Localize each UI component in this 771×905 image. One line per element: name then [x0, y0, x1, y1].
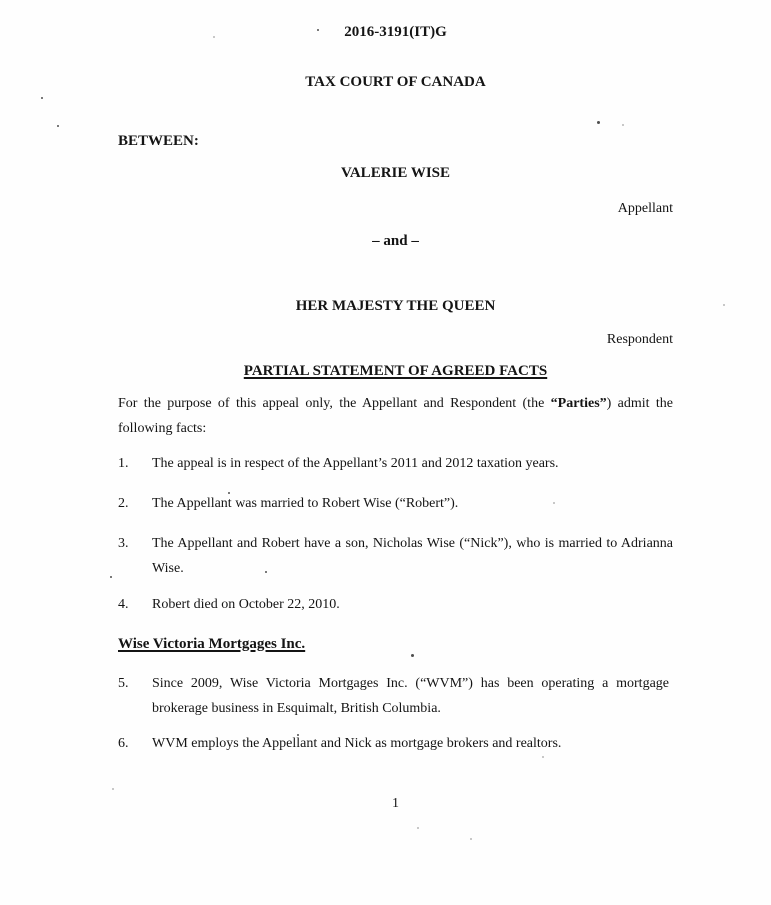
fact-text: The Appellant was married to Robert Wise (“Robert”). — [152, 496, 459, 511]
scan-speck — [110, 576, 112, 578]
fact-number: 1. — [118, 456, 129, 471]
scan-speck — [417, 827, 419, 829]
intro-text-post: ) admit the following facts: — [118, 396, 673, 436]
fact-text: The appeal is in respect of the Appellant’s 2011 and 2012 taxation years. — [152, 456, 559, 471]
fact-item-1 — [118, 451, 673, 476]
scan-speck — [553, 502, 555, 504]
scan-speck — [723, 304, 725, 306]
scan-speck — [597, 121, 600, 124]
intro-paragraph — [118, 391, 673, 441]
fact-number: 3. — [118, 536, 129, 551]
intro-text-pre: For the purpose of this appeal only, the Appellant and Respondent (the — [118, 396, 551, 411]
scan-speck — [297, 734, 299, 736]
scan-speck — [622, 124, 624, 126]
scan-speck — [112, 788, 114, 790]
scan-speck — [213, 36, 215, 38]
appellant-role-label: Appellant — [617, 201, 673, 216]
page-number: 1 — [392, 796, 399, 811]
fact-item-6 — [118, 731, 673, 756]
court-name: TAX COURT OF CANADA — [305, 74, 486, 90]
fact-text: The Appellant and Robert have a son, Nicholas Wise (“Nick”), who is married to Adrianna Wise. — [152, 536, 673, 576]
fact-number: 6. — [118, 736, 129, 751]
fact-number: 2. — [118, 496, 129, 511]
respondent-name: HER MAJESTY THE QUEEN — [295, 298, 496, 314]
fact-item-4 — [118, 592, 673, 617]
respondent-role-label: Respondent — [606, 332, 673, 347]
fact-number: 5. — [118, 676, 129, 691]
fact-text: Robert died on October 22, 2010. — [152, 597, 340, 612]
between-label: BETWEEN: — [118, 133, 199, 149]
scan-speck — [57, 125, 59, 127]
scan-speck — [41, 97, 43, 99]
scan-speck — [411, 654, 414, 657]
scan-speck — [470, 838, 472, 840]
scan-speck — [228, 492, 230, 494]
scan-speck — [542, 756, 544, 758]
document-title: PARTIAL STATEMENT OF AGREED FACTS — [243, 363, 548, 379]
appellant-name: VALERIE WISE — [340, 165, 451, 181]
scan-speck — [317, 29, 319, 31]
scan-speck — [265, 571, 267, 573]
fact-item-3 — [118, 531, 673, 581]
fact-text: Since 2009, Wise Victoria Mortgages Inc. (“WVM”) has been operating a mortgage brokerage business in Esquimalt, British Columbia. — [152, 676, 669, 716]
intro-defined-term: “Parties” — [550, 396, 607, 411]
and-separator: – and – — [372, 233, 419, 249]
fact-item-2 — [118, 491, 673, 516]
fact-item-5 — [118, 671, 673, 721]
court-file-number: 2016-3191(IT)G — [344, 24, 447, 40]
fact-number: 4. — [118, 597, 129, 612]
fact-text: WVM employs the Appellant and Nick as mortgage brokers and realtors. — [152, 736, 562, 751]
section-heading-wvm: Wise Victoria Mortgages Inc. — [118, 636, 306, 652]
